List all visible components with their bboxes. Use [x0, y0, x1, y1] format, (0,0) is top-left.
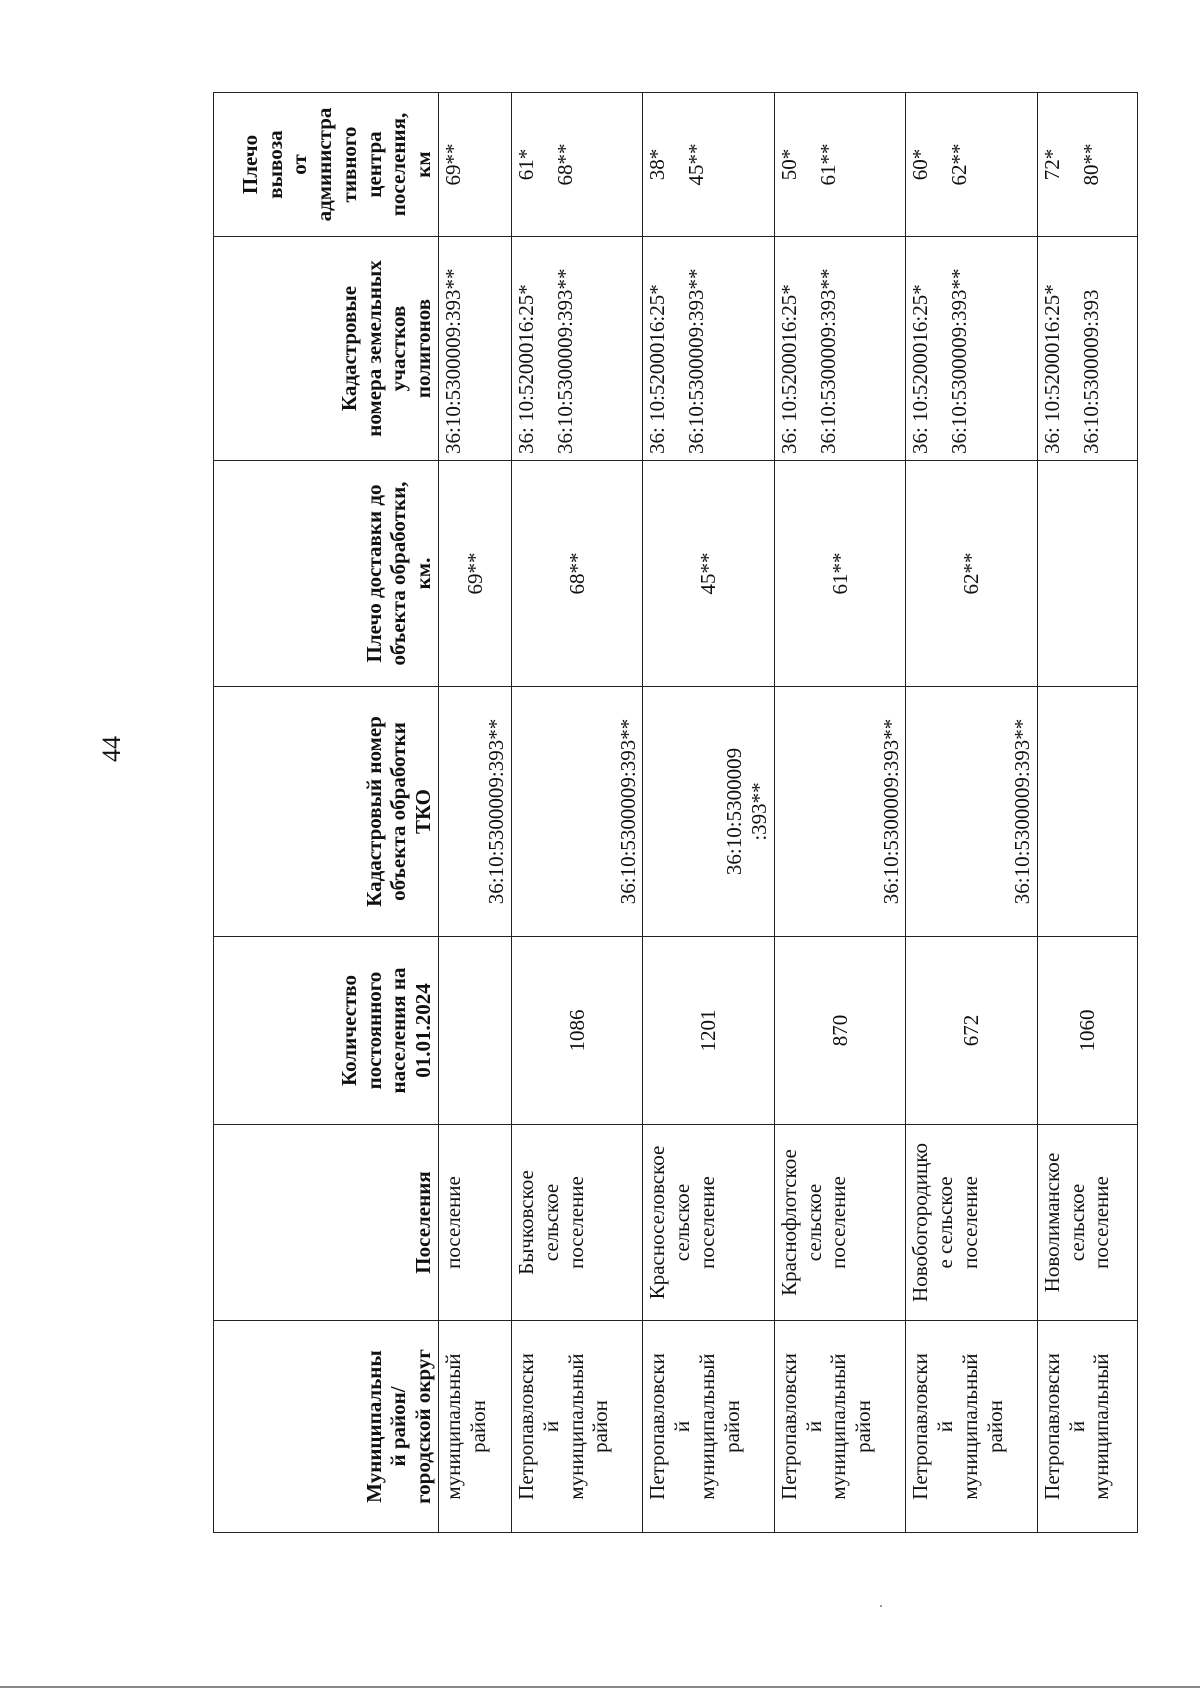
- municipality-cell-text: район: [588, 1400, 613, 1453]
- header-line: Плечо доставки до: [361, 484, 386, 663]
- processing-cadastral-cell: [774, 687, 905, 937]
- polygon-cadastral-cell: [643, 237, 774, 461]
- removal-distance-cell: [512, 93, 643, 237]
- processing-cadastral-cell: [643, 687, 774, 937]
- municipality-cell-text: муниципальный: [563, 1353, 588, 1500]
- municipality-cell: [439, 1321, 512, 1533]
- polygon-cadastral-cell-text: 36:10:5300009:393: [1078, 289, 1103, 454]
- line-gap: [802, 241, 816, 454]
- settlement-cell-text: е сельское: [933, 1176, 958, 1269]
- header-line: администра: [312, 107, 337, 222]
- landfill-table: [213, 92, 1138, 1533]
- table-row: [906, 93, 1037, 1533]
- delivery-distance-cell: [774, 461, 905, 687]
- processing-cadastral-cell-text: 36:10:5300009:393**: [484, 718, 509, 905]
- polygon-cadastral-cell: [512, 237, 643, 461]
- header-line: номера земельных: [361, 260, 386, 437]
- header-line: поселения,: [386, 112, 411, 217]
- removal-distance-cell-text: 60*: [908, 148, 933, 181]
- polygon-cadastral-cell: [1037, 237, 1137, 461]
- population-cell: [1037, 937, 1137, 1125]
- line-gap: [1065, 241, 1079, 454]
- removal-distance-cell-text: 38*: [645, 148, 670, 181]
- removal-distance-cell-text: 61**: [815, 143, 840, 186]
- municipality-cell-text: муниципальный: [1089, 1353, 1114, 1500]
- processing-cadastral-cell: [439, 687, 512, 937]
- municipality-cell-text: муниципальный: [957, 1353, 982, 1500]
- settlement-cell-text: Новобогородицко: [908, 1143, 933, 1302]
- settlement-cell-text: сельское: [801, 1183, 826, 1262]
- removal-distance-cell-text: 72*: [1039, 148, 1064, 181]
- table-row: [1037, 93, 1137, 1533]
- municipality-cell-text: й: [1064, 1420, 1089, 1433]
- header-row: [214, 93, 439, 1533]
- line-gap: [539, 241, 553, 454]
- delivery-distance-cell-text: 45**: [696, 552, 721, 595]
- delivery-distance-cell: [439, 461, 512, 687]
- polygon-cadastral-cell-text: 36:10:5300009:393**: [815, 268, 840, 454]
- population-cell-text: 672: [959, 1014, 984, 1047]
- polygon-cadastral-cell-text: 36:10:5300009:393**: [552, 268, 577, 454]
- settlement-cell-text: поселение: [441, 1176, 465, 1269]
- rotated-table-wrapper: [213, 93, 1138, 1533]
- header-line: объекта обработки,: [386, 481, 411, 666]
- settlement-cell-text: поселение: [1089, 1176, 1114, 1269]
- processing-cadastral-cell-text: :393**: [747, 782, 772, 841]
- municipality-cell-text: й: [670, 1420, 695, 1433]
- delivery-distance-cell: [512, 461, 643, 687]
- settlement-cell-text: поселение: [957, 1176, 982, 1269]
- municipality-cell-text: й: [538, 1420, 563, 1433]
- delivery-distance-cell: [1037, 461, 1137, 687]
- municipality-cell-text: Петропавловски: [514, 1353, 538, 1500]
- processing-cadastral-cell-text: 36:10:5300009:393**: [1010, 718, 1035, 905]
- removal-distance-cell-text: 69**: [441, 143, 465, 186]
- settlement-cell-text: поселение: [563, 1176, 588, 1269]
- removal-distance-cell-text: 80**: [1078, 143, 1103, 186]
- polygon-cadastral-cell-text: 36: 10:5200016:25*: [1039, 284, 1064, 454]
- table-row: [512, 93, 643, 1533]
- settlement-cell: [439, 1125, 512, 1321]
- header-removal-distance: [214, 93, 439, 237]
- delivery-distance-cell: [643, 461, 774, 687]
- header-line: вывоза: [262, 130, 287, 199]
- municipality-cell-text: Петропавловски: [645, 1353, 670, 1500]
- polygon-cadastral-cell-text: 36:10:5300009:393**: [684, 268, 709, 454]
- settlement-cell-text: сельское: [538, 1183, 563, 1262]
- polygon-cadastral-cell-text: 36:10:5300009:393**: [947, 268, 972, 454]
- header-line: Муниципальны: [361, 1350, 386, 1503]
- settlement-cell-text: сельское: [1064, 1183, 1089, 1262]
- processing-cadastral-cell: [512, 687, 643, 937]
- municipality-cell-text: й: [801, 1420, 826, 1433]
- table-header: [214, 93, 439, 1533]
- municipality-cell: [906, 1321, 1037, 1533]
- processing-cadastral-cell: [1037, 687, 1137, 937]
- polygon-cadastral-cell: [906, 237, 1037, 461]
- delivery-distance-cell: [906, 461, 1037, 687]
- delivery-distance-cell-text: 68**: [564, 552, 589, 595]
- settlement-cell: [906, 1125, 1037, 1321]
- header-line: й район/: [386, 1386, 411, 1467]
- polygon-cadastral-cell-text: 36: 10:5200016:25*: [514, 284, 538, 454]
- header-line: Кадастровый номер: [361, 716, 386, 907]
- line-gap: [933, 97, 947, 232]
- removal-distance-cell-text: 50*: [776, 148, 801, 181]
- municipality-cell-text: муниципальный: [441, 1353, 465, 1500]
- line-gap: [802, 97, 816, 232]
- removal-distance-cell: [643, 93, 774, 237]
- header-municipality: [214, 1321, 439, 1533]
- population-cell: [512, 937, 643, 1125]
- header-line: Количество: [336, 974, 361, 1087]
- removal-distance-cell: [1037, 93, 1137, 237]
- removal-distance-cell-text: 68**: [552, 143, 577, 186]
- processing-cadastral-cell-text: 36:10:5300009:393**: [615, 718, 640, 905]
- polygon-cadastral-cell-text: 36:10:5300009:393**: [441, 268, 465, 454]
- delivery-distance-cell-text: 69**: [462, 552, 487, 595]
- processing-cadastral-cell: [906, 687, 1037, 937]
- table-row: [439, 93, 512, 1533]
- header-line: объекта обработки: [386, 722, 411, 901]
- header-line: городской округ: [411, 1349, 436, 1504]
- municipality-cell-text: район: [719, 1400, 744, 1453]
- removal-distance-cell-text: 45**: [684, 143, 709, 186]
- header-line: 01.01.2024: [411, 983, 436, 1078]
- municipality-cell-text: район: [851, 1400, 876, 1453]
- table-body: [439, 93, 1138, 1533]
- header-line: от: [287, 154, 312, 175]
- municipality-cell-text: й: [933, 1420, 958, 1433]
- municipality-cell-text: Петропавловски: [1039, 1353, 1064, 1500]
- header-delivery-distance: [214, 461, 439, 687]
- municipality-cell-text: район: [982, 1400, 1007, 1453]
- polygon-cadastral-cell: [774, 237, 905, 461]
- municipality-cell-text: Петропавловски: [908, 1353, 933, 1500]
- removal-distance-cell: [774, 93, 905, 237]
- population-cell-text: 1086: [564, 1009, 589, 1052]
- settlement-cell-text: Бычковское: [514, 1170, 538, 1275]
- line-gap: [933, 241, 947, 454]
- population-cell: [774, 937, 905, 1125]
- municipality-cell-text: Петропавловски: [776, 1353, 801, 1500]
- header-line: Поселения: [411, 1171, 436, 1274]
- header-line: км.: [411, 557, 436, 590]
- delivery-distance-cell-text: 61**: [827, 552, 852, 595]
- removal-distance-cell-text: 61*: [514, 148, 538, 181]
- municipality-cell-text: муниципальный: [694, 1353, 719, 1500]
- polygon-cadastral-cell: [439, 237, 512, 461]
- population-cell: [906, 937, 1037, 1125]
- settlement-cell: [512, 1125, 643, 1321]
- population-cell: [439, 937, 512, 1125]
- settlement-cell: [774, 1125, 905, 1321]
- municipality-cell: [774, 1321, 905, 1533]
- header-line: населения на: [386, 967, 411, 1094]
- settlement-cell-text: Красноселовское: [645, 1145, 670, 1300]
- line-gap: [670, 241, 684, 454]
- municipality-cell: [512, 1321, 643, 1533]
- municipality-cell: [643, 1321, 774, 1533]
- table-row: [774, 93, 905, 1533]
- settlement-cell-text: поселение: [826, 1176, 851, 1269]
- header-population: [214, 937, 439, 1125]
- scan-speck: [880, 1605, 882, 1607]
- removal-distance-cell: [439, 93, 512, 237]
- settlement-cell-text: Новолиманское: [1039, 1152, 1064, 1293]
- polygon-cadastral-cell-text: 36: 10:5200016:25*: [908, 284, 933, 454]
- population-cell: [643, 937, 774, 1125]
- header-polygon-cadastral: [214, 237, 439, 461]
- municipality-cell: [1037, 1321, 1137, 1533]
- settlement-cell-text: поселение: [694, 1176, 719, 1269]
- header-processing-cadastral: [214, 687, 439, 937]
- municipality-cell-text: муниципальный: [826, 1353, 851, 1500]
- processing-cadastral-cell-text: 36:10:5300009:393**: [878, 718, 903, 905]
- settlement-cell-text: сельское: [670, 1183, 695, 1262]
- header-settlements: [214, 1125, 439, 1321]
- line-gap: [539, 97, 553, 232]
- header-line: участков: [386, 305, 411, 392]
- header-line: тивного: [336, 126, 361, 203]
- removal-distance-cell-text: 62**: [947, 143, 972, 186]
- processing-cadastral-cell-text: 36:10:5300009: [722, 747, 747, 876]
- line-gap: [1065, 97, 1079, 232]
- population-cell-text: 1201: [696, 1009, 721, 1052]
- municipality-cell-text: район: [465, 1400, 490, 1453]
- settlement-cell: [1037, 1125, 1137, 1321]
- polygon-cadastral-cell-text: 36: 10:5200016:25*: [776, 284, 801, 454]
- header-line: ТКО: [411, 788, 436, 835]
- header-line: Плечо: [237, 134, 262, 195]
- population-cell-text: 1060: [1075, 1009, 1100, 1052]
- header-line: постоянного: [361, 971, 386, 1090]
- polygon-cadastral-cell-text: 36: 10:5200016:25*: [645, 284, 670, 454]
- header-line: Кадастровые: [336, 285, 361, 412]
- header-line: центра: [361, 131, 386, 198]
- delivery-distance-cell-text: 62**: [959, 552, 984, 595]
- table-row: [643, 93, 774, 1533]
- page-number: 44: [97, 736, 126, 762]
- line-gap: [670, 97, 684, 232]
- settlement-cell-text: Краснофлотское: [776, 1149, 801, 1296]
- settlement-cell: [643, 1125, 774, 1321]
- header-line: км: [411, 151, 436, 178]
- population-cell-text: 870: [827, 1014, 852, 1047]
- header-line: полигонов: [411, 298, 436, 399]
- removal-distance-cell: [906, 93, 1037, 237]
